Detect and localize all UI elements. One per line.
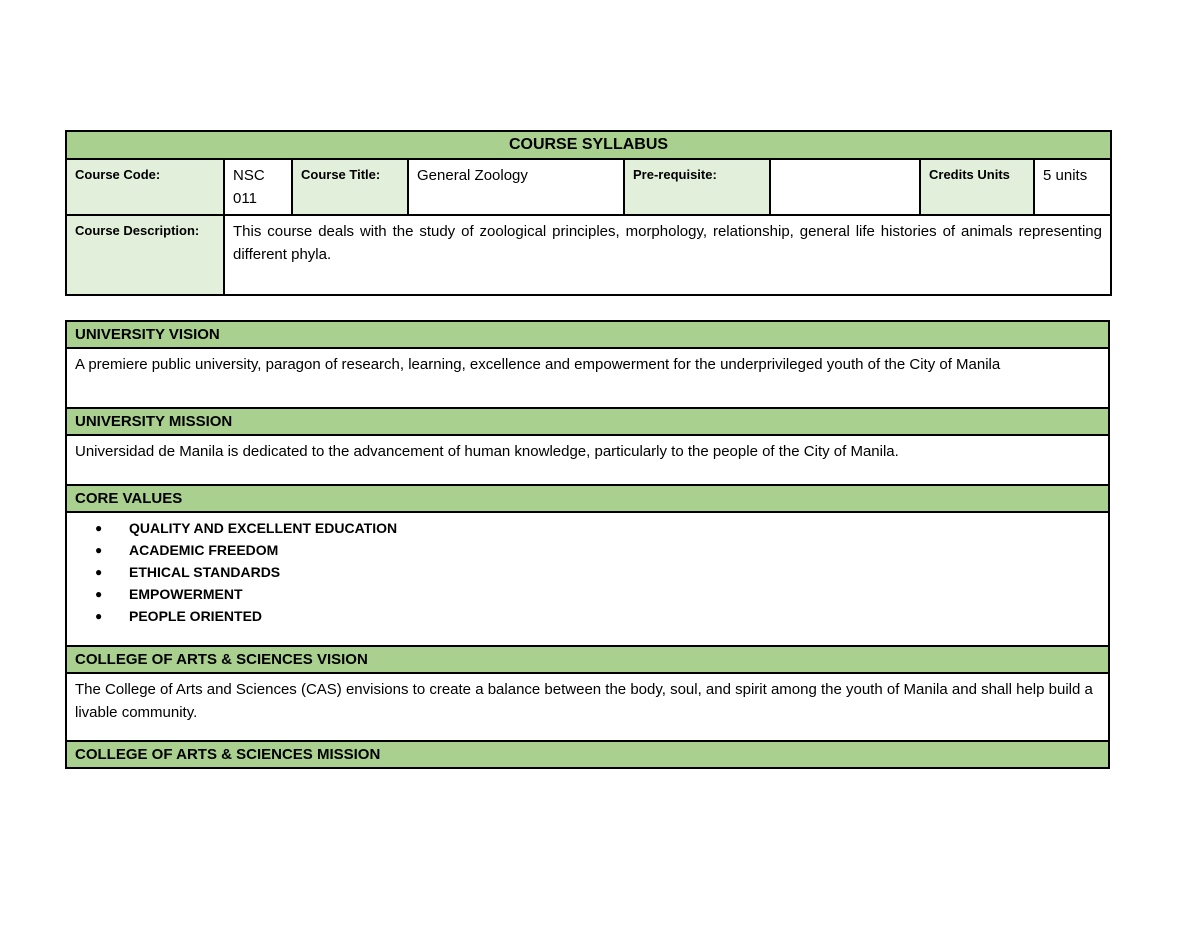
course-code-value: NSC 011: [224, 159, 292, 215]
course-syllabus-table: [65, 130, 1112, 296]
syllabus-title: COURSE SYLLABUS: [66, 131, 1111, 159]
credit-units-value: 5 units: [1034, 159, 1111, 215]
course-title-value: General Zoology: [408, 159, 624, 215]
university-mission-heading: UNIVERSITY MISSION: [66, 408, 1109, 435]
prerequisite-value: [770, 159, 920, 215]
course-description-value: This course deals with the study of zoological principles, morphology, relationship, general life histories of animals representing different phyla.: [224, 215, 1111, 295]
university-vision-heading: UNIVERSITY VISION: [66, 321, 1109, 348]
core-value-item: ● ETHICAL STANDARDS: [95, 561, 1100, 583]
course-description-label: Course Description:: [66, 215, 224, 295]
university-mission-text: Universidad de Manila is dedicated to the advancement of human knowledge, particularly to the people of the City of Manila.: [66, 435, 1109, 485]
core-value-item: ● PEOPLE ORIENTED: [95, 605, 1100, 627]
vision-mission-table: [65, 320, 1110, 769]
core-value-item: ● EMPOWERMENT: [95, 583, 1100, 605]
cas-mission-heading: COLLEGE OF ARTS & SCIENCES MISSION: [66, 741, 1109, 768]
course-code-label: Course Code:: [66, 159, 224, 215]
core-values-cell: [66, 512, 1109, 646]
cas-vision-heading: COLLEGE OF ARTS & SCIENCES VISION: [66, 646, 1109, 673]
university-vision-text: A premiere public university, paragon of research, learning, excellence and empowerment for the underprivileged youth of the City of Manila: [66, 348, 1109, 408]
course-title-label: Course Title:: [292, 159, 408, 215]
core-value-item: ● ACADEMIC FREEDOM: [95, 539, 1100, 561]
core-values-heading: CORE VALUES: [66, 485, 1109, 512]
credit-units-label: Credits Units: [920, 159, 1034, 215]
core-values-list: [75, 517, 1100, 627]
core-value-item: ● QUALITY AND EXCELLENT EDUCATION: [95, 517, 1100, 539]
cas-vision-text: The College of Arts and Sciences (CAS) envisions to create a balance between the body, soul, and spirit among the youth of Manila and shall help build a livable community.: [66, 673, 1109, 741]
prerequisite-label: Pre-requisite:: [624, 159, 770, 215]
